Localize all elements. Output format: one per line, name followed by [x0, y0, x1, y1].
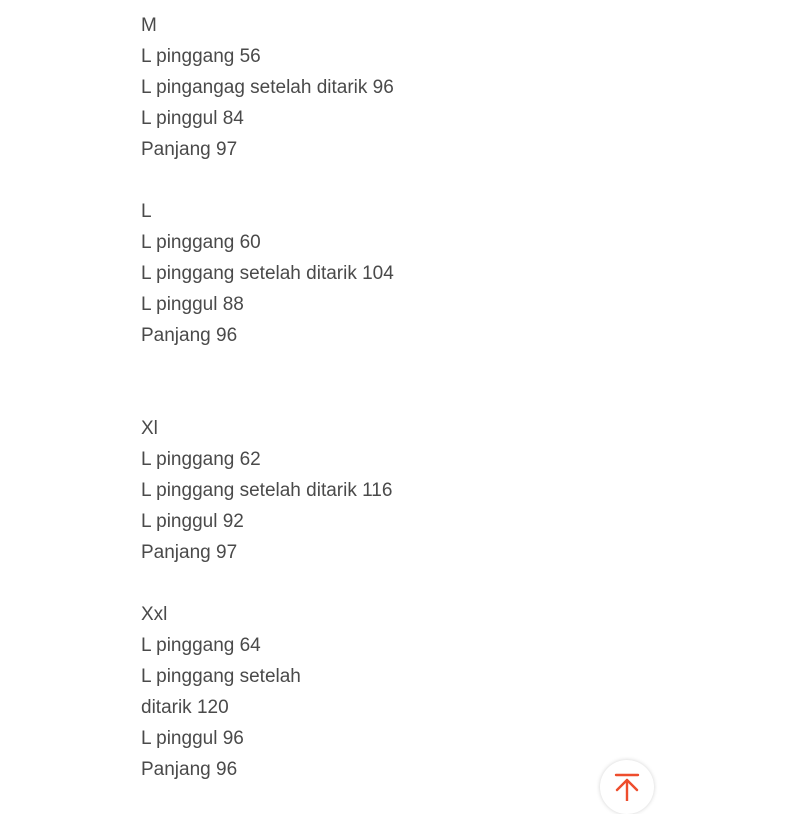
size-xxl-waist-stretched-part2: ditarik 120: [141, 697, 229, 718]
arrow-up-to-top-icon: [613, 773, 641, 801]
size-m-waist: L pinggang 56: [141, 46, 261, 67]
spacer: [141, 382, 701, 413]
size-l-waist: L pinggang 60: [141, 232, 261, 253]
size-l-waist-stretched: L pinggang setelah ditarik 104: [141, 263, 394, 284]
size-label-m: M: [141, 15, 157, 36]
size-label-xl: Xl: [141, 418, 158, 439]
size-l-hip: L pinggul 88: [141, 294, 244, 315]
size-l-length: Panjang 96: [141, 325, 238, 346]
size-xl-waist: L pinggang 62: [141, 449, 261, 470]
size-xl-hip: L pinggul 92: [141, 511, 244, 532]
spacer: [141, 568, 701, 599]
size-xxl-waist: L pinggang 64: [141, 635, 261, 656]
size-xl-waist-stretched: L pinggang setelah ditarik 116: [141, 480, 393, 501]
size-m-hip: L pinggul 84: [141, 108, 244, 129]
size-xxl-waist-stretched-part1: L pinggang setelah: [141, 666, 301, 687]
scroll-to-top-button[interactable]: [600, 760, 654, 814]
size-xxl-hip: L pinggul 96: [141, 728, 244, 749]
size-m-waist-stretched: L pingangag setelah ditarik 96: [141, 77, 394, 98]
size-xl-length: Panjang 97: [141, 542, 238, 563]
size-chart-text: [141, 10, 701, 785]
size-label-l: L: [141, 201, 152, 222]
size-m-length: Panjang 97: [141, 139, 238, 160]
size-label-xxl: Xxl: [141, 604, 168, 625]
spacer: [141, 351, 701, 382]
size-xxl-length: Panjang 96: [141, 759, 238, 780]
spacer: [141, 165, 701, 196]
